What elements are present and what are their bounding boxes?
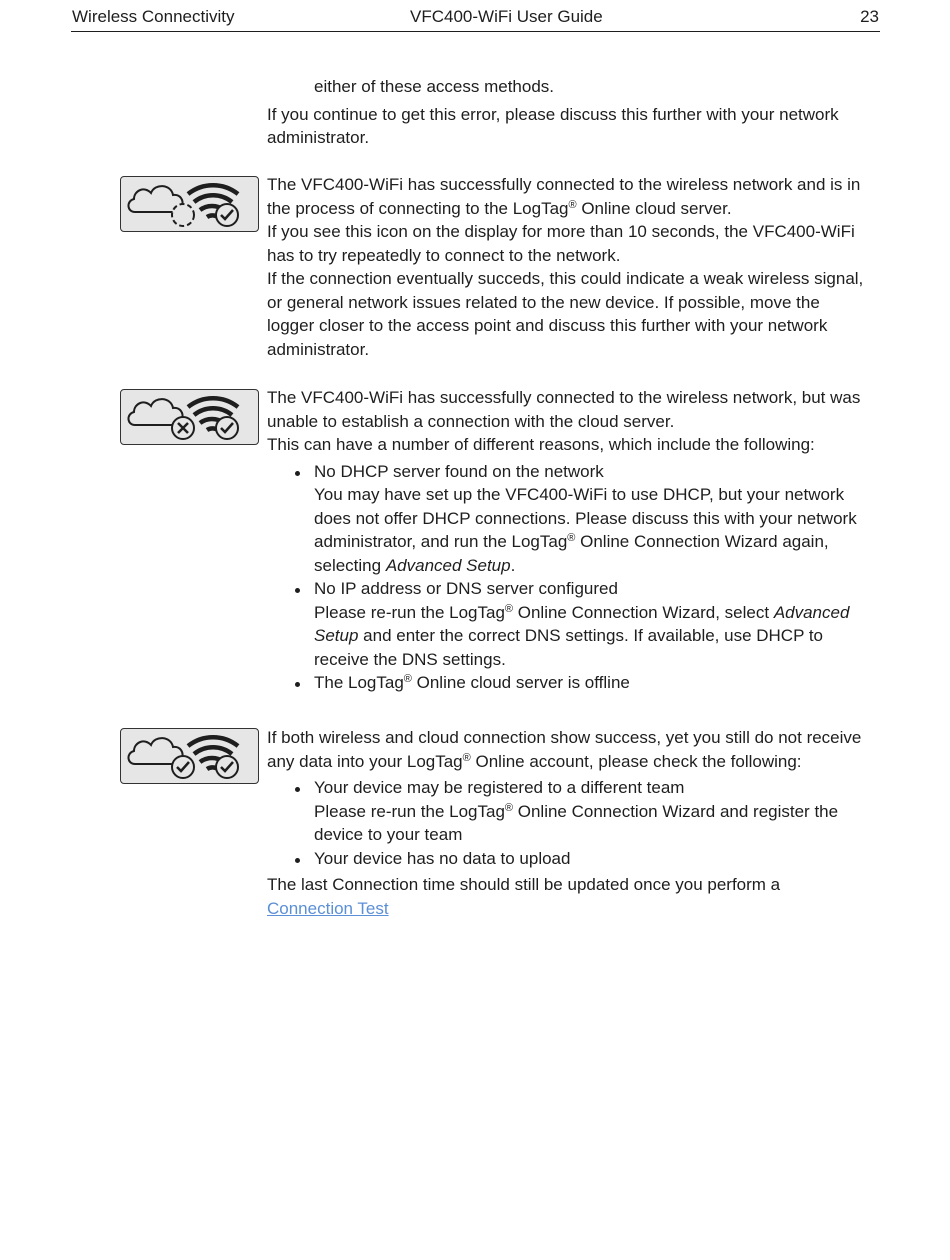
paragraph [267, 726, 867, 773]
page-header [71, 6, 880, 32]
text-span: The LogTag [314, 673, 404, 692]
cloud-error-wifi-ok-icon [120, 389, 259, 445]
cloud-pending-wifi-ok-icon [120, 176, 259, 232]
list-item [267, 671, 867, 695]
page-number: 23 [860, 7, 879, 26]
text-span: Online Connection Wizard, select [513, 602, 774, 622]
bullet-text [314, 601, 867, 672]
bullet-text [314, 483, 867, 577]
text-span: Online cloud server is offline [411, 673, 630, 692]
bullet-title [314, 671, 867, 695]
cloud-ok-wifi-ok-icon [120, 728, 259, 784]
list-item [267, 847, 867, 871]
text-span: If both wireless and cloud connection show success, yet you still do not receive any data into your LogTag [267, 728, 862, 771]
text-span: Online Connection Wizard and register the device to your team [314, 801, 839, 844]
continued-line: either of these access methods. [314, 77, 555, 96]
list-item [267, 776, 867, 847]
bullet-text [314, 800, 867, 847]
registered-mark: ® [504, 602, 514, 615]
intro-section [267, 75, 867, 150]
text-span: Online account, please check the following: [470, 751, 802, 771]
paragraph: If the connection eventually succeds, this could indicate a weak wireless signal, or general network issues related to the new device. If possible, move the logger closer to the access point and discuss this further with your network administrator. [267, 269, 864, 359]
paragraph [267, 873, 867, 920]
paragraph: The VFC400-WiFi has successfully connected to the wireless network, but was unable to establish a connection with the cloud server. [267, 388, 861, 431]
connection-test-link[interactable]: Connection Test [267, 898, 389, 918]
reason-list [267, 460, 867, 695]
block-cloud-ok [267, 726, 867, 920]
emphasis: Advanced Setup [385, 555, 511, 575]
text-span: The last Connection time should still be updated once you perform a [267, 875, 781, 894]
block-cloud-error [267, 386, 867, 695]
continue-error-paragraph: If you continue to get this error, please discuss this further with your network administrator. [267, 104, 839, 147]
header-title: VFC400-WiFi User Guide [410, 7, 603, 26]
text-span: . [510, 555, 516, 575]
text-span: Online Connection Wizard again, selecting [314, 532, 829, 575]
paragraph: If you see this icon on the display for more than 10 seconds, the VFC400-WiFi has to try repeatedly to connect to the network. [267, 222, 855, 265]
registered-mark: ® [504, 801, 514, 814]
paragraph: This can have a number of different reasons, which include the following: [267, 435, 815, 454]
text-span: The VFC400-WiFi has successfully connected to the wireless network and is in the process of connecting to the LogTag [267, 175, 861, 218]
paragraph [267, 173, 867, 220]
list-item [267, 460, 867, 578]
block-cloud-pending [267, 173, 867, 361]
bullet-title: No DHCP server found on the network [314, 461, 604, 481]
text-span: and enter the correct DNS settings. If available, use DHCP to receive the DNS settings. [314, 626, 824, 669]
bullet-title: Your device may be registered to a different team [314, 778, 685, 797]
registered-mark: ® [568, 198, 577, 211]
text-span: You may have set up the VFC400-WiFi to use DHCP, but your network does not offer DHCP connections. Please discuss this with your network administrator, and run the LogTag [314, 485, 857, 551]
check-list [267, 776, 867, 870]
text-span: Please re-run the LogTag [314, 801, 505, 821]
registered-mark: ® [462, 751, 471, 764]
registered-mark: ® [403, 673, 412, 685]
emphasis: Advanced Setup [314, 602, 850, 645]
list-item [267, 577, 867, 671]
bullet-title: No IP address or DNS server configured [314, 579, 618, 598]
bullet-title: Your device has no data to upload [314, 848, 571, 868]
header-section: Wireless Connectivity [72, 7, 235, 26]
registered-mark: ® [567, 532, 576, 544]
text-span: Please re-run the LogTag [314, 602, 505, 622]
text-span: Online cloud server. [576, 198, 732, 218]
